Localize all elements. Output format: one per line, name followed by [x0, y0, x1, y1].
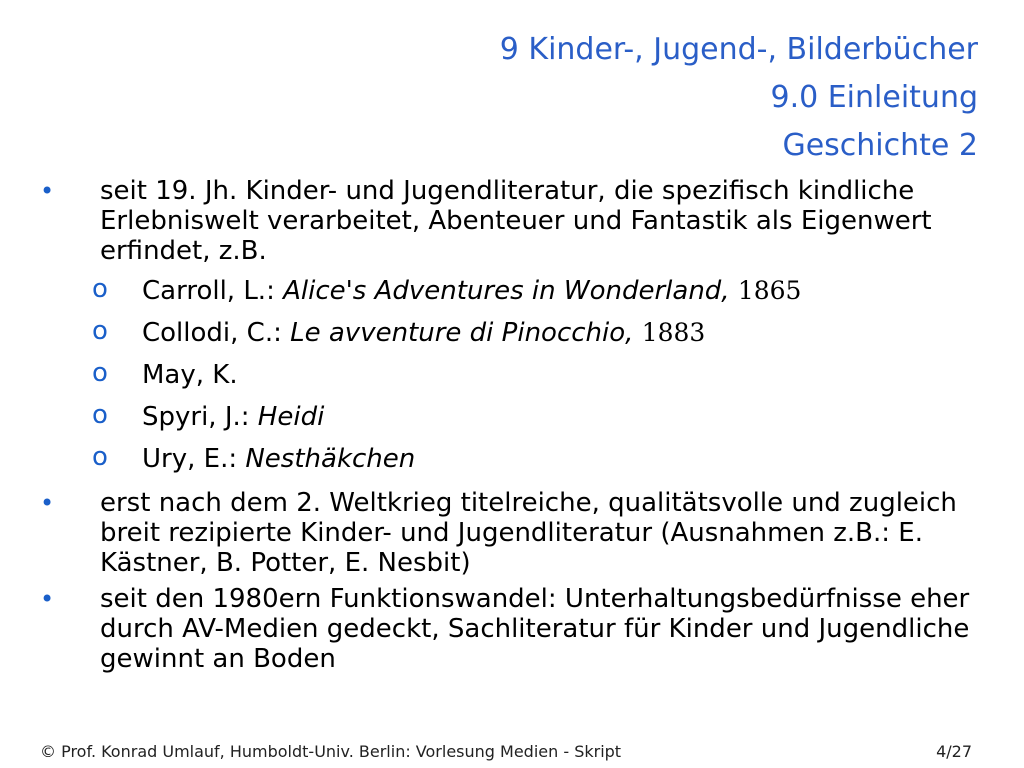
- bullet-item: [0, 584, 1024, 674]
- title-line-3: Geschichte 2: [782, 128, 978, 163]
- page-number: 4/27: [936, 742, 972, 761]
- example-year: 1883: [641, 318, 706, 347]
- footer-copyright: © Prof. Konrad Umlauf, Humboldt-Univ. Berlin: Vorlesung Medien - Skript: [40, 742, 622, 761]
- example-item: [0, 360, 1024, 402]
- slide-footer: [40, 742, 972, 761]
- example-item: [0, 276, 1024, 318]
- sub-bullet-icon: o: [92, 400, 108, 430]
- example-work: Le avventure di Pinocchio,: [290, 318, 634, 348]
- example-item: [0, 402, 1024, 444]
- example-year: 1865: [737, 276, 802, 305]
- example-work: Alice's Adventures in Wonderland,: [283, 276, 730, 306]
- bullet-item: [0, 488, 1024, 578]
- example-item: [0, 444, 1024, 486]
- title-line-2: 9.0 Einleitung: [770, 80, 978, 115]
- slide-content: [0, 176, 1024, 674]
- sub-bullet-icon: o: [92, 442, 108, 472]
- title-line-1: 9 Kinder-, Jugend-, Bilderbücher: [499, 32, 978, 67]
- bullet-text: erst nach dem 2. Weltkrieg titelreiche, qualitätsvolle und zugleich breit rezipierte Kinder- und Jugendliteratur (Ausnahmen z.B.: E. Kästner, B. Potter, E. Nesbit): [100, 488, 957, 578]
- sub-bullet-icon: o: [92, 358, 108, 388]
- example-work: Nesthäkchen: [245, 444, 416, 474]
- bullet-text: seit 19. Jh. Kinder- und Jugendliteratur, die spezifisch kindliche Erlebniswelt verarbeitet, Abenteuer und Fantastik als Eigenwert erfindet, z.B.: [100, 176, 932, 266]
- sub-bullet-icon: o: [92, 274, 108, 304]
- example-item: [0, 318, 1024, 360]
- example-list: [0, 276, 1024, 486]
- sub-bullet-icon: o: [92, 316, 108, 346]
- example-author: May, K.: [142, 360, 238, 390]
- bullet-icon: •: [40, 489, 55, 517]
- example-author: Carroll, L.:: [142, 276, 275, 306]
- bullet-icon: •: [40, 177, 55, 205]
- slide-title: [500, 26, 978, 170]
- bullet-text: seit den 1980ern Funktionswandel: Unterhaltungsbedürfnisse eher durch AV-Medien gedeckt, Sachliteratur für Kinder und Jugendliche gewinnt an Boden: [100, 584, 970, 674]
- bullet-icon: •: [40, 585, 55, 613]
- example-author: Spyri, J.:: [142, 402, 250, 432]
- bullet-item: [0, 176, 1024, 266]
- example-work: Heidi: [257, 402, 325, 432]
- example-author: Ury, E.:: [142, 444, 238, 474]
- example-author: Collodi, C.:: [142, 318, 282, 348]
